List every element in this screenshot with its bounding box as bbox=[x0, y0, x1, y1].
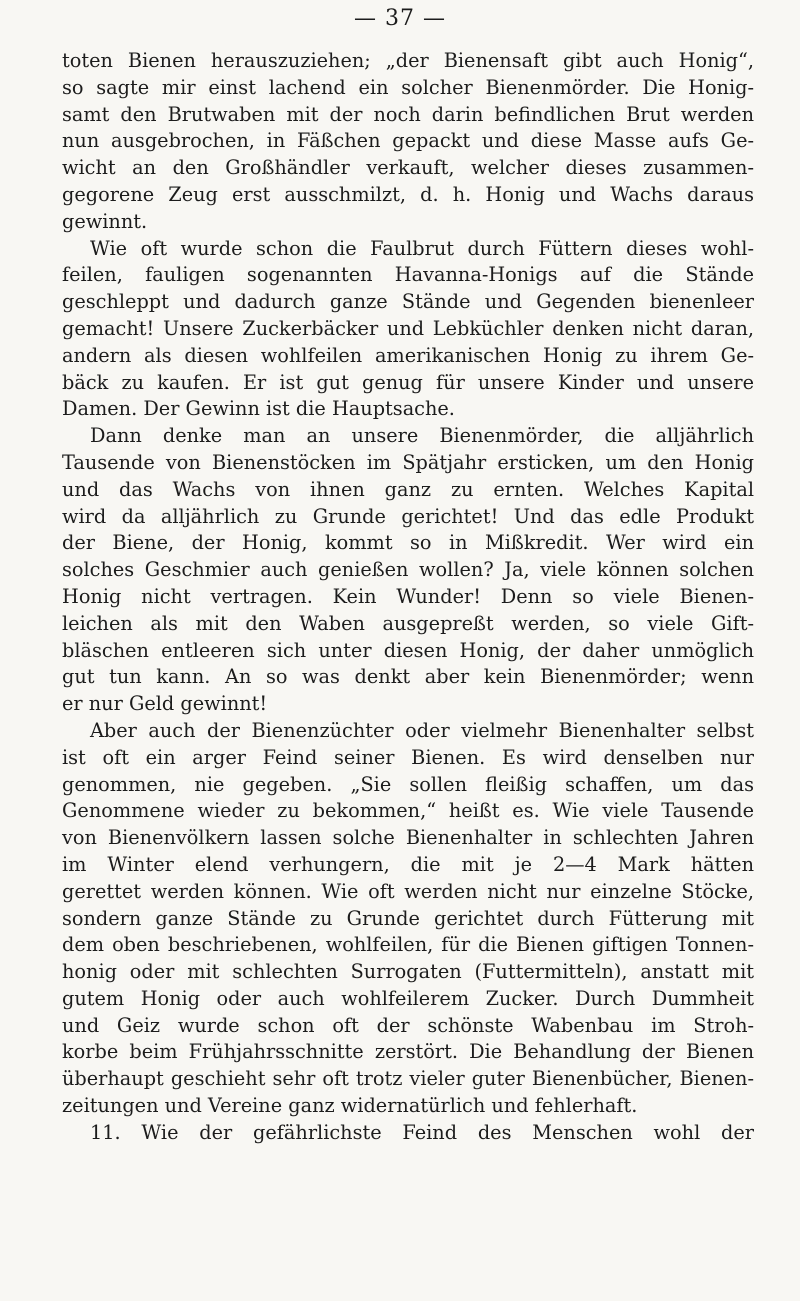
text-line: feilen, fauligen sogenannten Havanna-Honigs auf die Stände bbox=[62, 263, 754, 287]
text-line: andern als diesen wohlfeilen amerikanischen Honig zu ihrem Ge- bbox=[62, 343, 754, 367]
text-line: im Winter elend verhungern, die mit je 2—4 Mark hätten bbox=[62, 852, 754, 876]
text-line: dem oben beschriebenen, wohlfeilen, für die Bienen giftigen Tonnen- bbox=[62, 933, 754, 957]
text-line: gutem Honig oder auch wohlfeilerem Zucker. Durch Dummheit bbox=[62, 986, 754, 1010]
text-line: ist oft ein arger Feind seiner Bienen. Es wird denselben nur bbox=[62, 745, 754, 769]
text-line: Tausende von Bienenstöcken im Spätjahr ersticken, um den Honig bbox=[62, 450, 754, 474]
text-line: bäck zu kaufen. Er ist gut genug für unsere Kinder und unsere bbox=[62, 370, 754, 394]
text-line: korbe beim Frühjahrsschnitte zerstört. Die Behandlung der Bienen bbox=[62, 1040, 754, 1064]
text-line: nun ausgebrochen, in Fäßchen gepackt und diese Masse aufs Ge- bbox=[62, 129, 754, 153]
text-line: wird da alljährlich zu Grunde gerichtet! Und das edle Produkt bbox=[62, 504, 754, 528]
text-line: gewinnt. bbox=[62, 209, 148, 233]
text-line: von Bienenvölkern lassen solche Bienenhalter in schlechten Jahren bbox=[62, 826, 754, 850]
text-line: der Biene, der Honig, kommt so in Mißkredit. Wer wird ein bbox=[62, 531, 754, 555]
text-line: zeitungen und Vereine ganz widernatürlich und fehlerhaft. bbox=[62, 1094, 638, 1118]
text-line: Genommene wieder zu bekommen,“ heißt es. Wie viele Tausende bbox=[62, 799, 754, 823]
text-line: Dann denke man an unsere Bienenmörder, die alljährlich bbox=[90, 424, 754, 448]
text-line: Wie oft wurde schon die Faulbrut durch Füttern dieses wohl- bbox=[90, 236, 754, 260]
text-line: gerettet werden können. Wie oft werden nicht nur einzelne Stöcke, bbox=[62, 879, 754, 903]
text-line: Honig nicht vertragen. Kein Wunder! Denn so viele Bienen- bbox=[62, 584, 754, 608]
text-line: samt den Brutwaben mit der noch darin befindlichen Brut werden bbox=[62, 102, 754, 126]
text-line: toten Bienen herauszuziehen; „der Bienensaft gibt auch Honig“, bbox=[62, 49, 754, 72]
text-line: und Geiz wurde schon oft der schönste Wabenbau im Stroh- bbox=[62, 1013, 754, 1037]
text-line: gemacht! Unsere Zuckerbäcker und Lebküchler denken nicht daran, bbox=[62, 316, 754, 340]
text-line: geschleppt und dadurch ganze Stände und Gegenden bienenleer bbox=[62, 290, 754, 314]
text-line: honig oder mit schlechten Surrogaten (Futtermitteln), anstatt mit bbox=[62, 960, 754, 984]
text-line: sondern ganze Stände zu Grunde gerichtet durch Fütterung mit bbox=[62, 906, 754, 930]
text-line: gut tun kann. An so was denkt aber kein Bienenmörder; wenn bbox=[62, 665, 754, 689]
text-line: bläschen entleeren sich unter diesen Honig, der daher unmöglich bbox=[62, 638, 754, 662]
text-line: so sagte mir einst lachend ein solcher Bienenmörder. Die Honig- bbox=[62, 75, 754, 99]
text-line: überhaupt geschieht sehr oft trotz vieler guter Bienenbücher, Bienen- bbox=[62, 1067, 754, 1091]
text-line: Damen. Der Gewinn ist die Hauptsache. bbox=[62, 397, 455, 421]
text-line: 11. Wie der gefährlichste Feind des Menschen wohl der bbox=[90, 1120, 754, 1144]
text-line: genommen, nie gegeben. „Sie sollen fleißig schaffen, um das bbox=[62, 772, 754, 796]
text-line: wicht an den Großhändler verkauft, welcher dieses zusammen- bbox=[62, 156, 754, 180]
text-line: und das Wachs von ihnen ganz zu ernten. Welches Kapital bbox=[62, 477, 754, 501]
body-text bbox=[62, 48, 754, 1147]
text-line: Aber auch der Bienenzüchter oder vielmehr Bienenhalter selbst bbox=[90, 718, 754, 742]
text-line: solches Geschmier auch genießen wollen? Ja, viele können solchen bbox=[62, 558, 754, 582]
text-line: er nur Geld gewinnt! bbox=[62, 692, 268, 716]
text-line: gegorene Zeug erst ausschmilzt, d. h. Honig und Wachs daraus bbox=[62, 182, 754, 206]
page-number: — 37 — bbox=[354, 6, 446, 31]
text-line: leichen als mit den Waben ausgepreßt werden, so viele Gift- bbox=[62, 611, 754, 635]
